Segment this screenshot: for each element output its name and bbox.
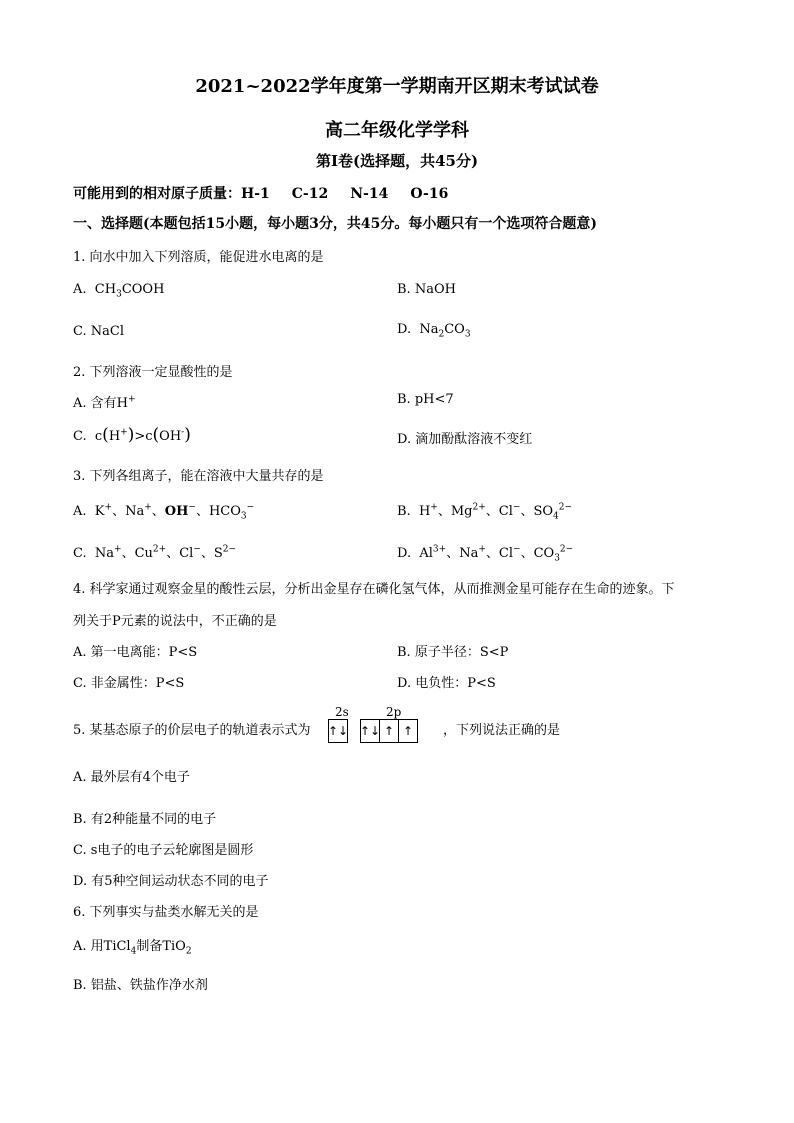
question-4-option-a: A. 第一电离能：P<S [73, 645, 198, 660]
text-fragment: + [128, 394, 136, 405]
text-fragment: Na [125, 504, 145, 519]
orbital-box-2s [328, 719, 348, 743]
question-5-stem-post: ，下列说法正确的是 [443, 723, 561, 738]
text-fragment: 制备 [136, 939, 163, 954]
text-fragment: S [213, 546, 223, 561]
question-5-stem-pre: 5. 某基态原子的价层电子的轨道表示式为 [73, 723, 311, 738]
question-4-option-b: B. 原子半径：S<P [397, 645, 509, 660]
question-2-option-b: B. pH<7 [397, 392, 454, 407]
text-fragment: 4 [130, 946, 137, 957]
question-6-option-a [73, 935, 192, 957]
text-fragment: TiO [162, 939, 186, 954]
text-fragment: + [114, 544, 122, 555]
question-2-option-a [73, 392, 136, 411]
text-fragment: 、 [166, 546, 180, 561]
text-fragment: A. [73, 282, 87, 297]
orbital-cell: ↑↓ [361, 720, 380, 742]
text-fragment: Al [419, 546, 433, 561]
text-fragment: Na [94, 546, 115, 561]
text-fragment: C. [73, 429, 87, 444]
text-fragment: H [418, 504, 431, 519]
text-fragment: 2 [185, 946, 192, 957]
exam-subtitle: 高二年级化学学科 [325, 120, 469, 141]
text-fragment: 、 [446, 546, 460, 561]
orbital-box-2p [360, 719, 418, 743]
question-2-option-d: D. 滴加酚酞溶液不变红 [397, 432, 533, 447]
text-fragment: Na [419, 322, 439, 337]
text-fragment: + [144, 502, 152, 513]
text-fragment: 3 [554, 553, 560, 564]
text-fragment: 2+ [472, 502, 486, 513]
atomic-mass-item: H-1 [241, 186, 270, 202]
question-1-stem: 1. 向水中加入下列溶质，能促进水电离的是 [73, 250, 324, 265]
text-fragment: D. [397, 546, 412, 561]
text-fragment: HCO [208, 504, 241, 519]
question-1-option-c: C. NaCl [73, 324, 124, 339]
section-heading: 一、选择题(本题包括15小题，每小题3分，共45分。每小题只有一个选项符合题意) [73, 216, 597, 232]
text-fragment: 2− [222, 544, 237, 555]
text-fragment: 、 [195, 504, 209, 519]
atomic-mass-item: O-16 [410, 186, 449, 202]
text-fragment: − [246, 502, 255, 513]
text-fragment: − [188, 502, 196, 513]
question-4-option-d: D. 电负性：P<S [397, 676, 496, 691]
orbital-diagram [328, 705, 438, 745]
question-3-option-c [73, 542, 236, 561]
text-fragment: TiCl [103, 939, 131, 954]
text-fragment: 3+ [432, 544, 447, 555]
text-fragment: B. [397, 504, 411, 519]
text-fragment: 、 [112, 504, 126, 519]
text-fragment: Cu [134, 546, 153, 561]
text-fragment: >c [134, 429, 153, 444]
orbital-label-2p: 2p [386, 705, 402, 719]
text-fragment: CO [444, 322, 465, 337]
text-fragment: D. [397, 322, 412, 337]
atomic-mass-item: N-14 [350, 186, 389, 202]
text-fragment: 、 [200, 546, 214, 561]
question-3-option-b [397, 500, 572, 522]
question-5-option-c: C. s电子的电子云轮廓图是圆形 [73, 843, 254, 858]
question-6-stem: 6. 下列事实与盐类水解无关的是 [73, 905, 259, 920]
text-fragment: Na [459, 546, 479, 561]
text-fragment: 、 [520, 504, 534, 519]
question-3-stem: 3. 下列各组离子，能在溶液中大量共存的是 [73, 469, 324, 484]
question-4-stem-line2: 列关于P元素的说法中，不正确的是 [73, 614, 277, 629]
text-fragment: − [513, 544, 521, 555]
text-fragment: + [478, 544, 486, 555]
text-fragment: − [193, 544, 201, 555]
text-fragment: CH [94, 282, 117, 297]
text-fragment: + [430, 502, 438, 513]
text-fragment: A. 含有H [73, 396, 128, 411]
orbital-cell: ↑ [380, 720, 399, 742]
text-fragment: COOH [121, 282, 165, 297]
text-fragment: A. 用 [73, 939, 104, 954]
orbital-cell: ↑↓ [327, 724, 349, 738]
text-fragment: + [120, 427, 128, 438]
question-3-option-d [397, 542, 573, 564]
orbital-label-2s: 2s [335, 705, 349, 719]
atomic-mass-item: C-12 [291, 186, 329, 202]
text-fragment: 2− [559, 544, 574, 555]
exam-title: 2021~2022学年度第一学期南开区期末考试试卷 [195, 76, 599, 97]
text-fragment: SO [533, 504, 554, 519]
text-fragment: 、 [121, 546, 135, 561]
text-fragment: 、 [437, 504, 451, 519]
question-3-option-a [73, 500, 254, 522]
orbital-cell: ↑ [402, 724, 414, 738]
question-2-stem: 2. 下列溶液一定显酸性的是 [73, 365, 233, 380]
question-5-option-d: D. 有5种空间运动状态不同的电子 [73, 874, 269, 889]
text-fragment: A. [73, 504, 87, 519]
text-fragment: 3 [464, 329, 471, 340]
text-fragment: H [108, 429, 121, 444]
text-fragment: CO [533, 546, 555, 561]
question-1-option-a [73, 282, 164, 300]
text-fragment: − [512, 502, 521, 513]
text-fragment: 2− [558, 502, 573, 513]
text-fragment: c [94, 429, 103, 444]
text-fragment: C. [73, 546, 87, 561]
atomic-masses-label: 可能用到的相对原子质量： [73, 186, 241, 202]
question-6-option-b: B. 铝盐、铁盐作净水剂 [73, 978, 208, 993]
text-fragment: 、 [485, 546, 499, 561]
text-fragment: Cl [498, 546, 514, 561]
text-fragment: - [181, 427, 185, 438]
text-fragment: 3 [116, 289, 122, 300]
question-4-stem-line1: 4. 科学家通过观察金星的酸性云层，分析出金星存在磷化氢气体，从而推测金星可能存在生命的迹象。下 [73, 582, 675, 597]
atomic-masses [73, 183, 470, 203]
text-fragment: 、 [485, 504, 499, 519]
text-fragment: OH [159, 429, 182, 444]
text-fragment: 3 [240, 511, 247, 522]
text-fragment: Mg [450, 504, 473, 519]
text-fragment: Cl [179, 546, 194, 561]
text-fragment: 4 [553, 511, 559, 522]
question-1-option-d [397, 322, 471, 340]
text-fragment: K [94, 504, 105, 519]
text-fragment: OH [164, 504, 189, 519]
question-5-option-a: A. 最外层有4个电子 [73, 770, 190, 785]
question-4-option-c: C. 非金属性：P<S [73, 676, 185, 691]
question-1-option-b: B. NaOH [397, 282, 456, 297]
question-5-option-b: B. 有2种能量不同的电子 [73, 812, 217, 827]
question-2-option-c: C. c(H+)>c(OH-) [73, 425, 191, 445]
part-title: 第I卷(选择题，共45分) [315, 152, 479, 170]
text-fragment: 、 [520, 546, 534, 561]
text-fragment: 2 [438, 329, 445, 340]
text-fragment: + [104, 502, 113, 513]
text-fragment: Cl [498, 504, 513, 519]
text-fragment: 、 [151, 504, 165, 519]
text-fragment: 2+ [152, 544, 167, 555]
